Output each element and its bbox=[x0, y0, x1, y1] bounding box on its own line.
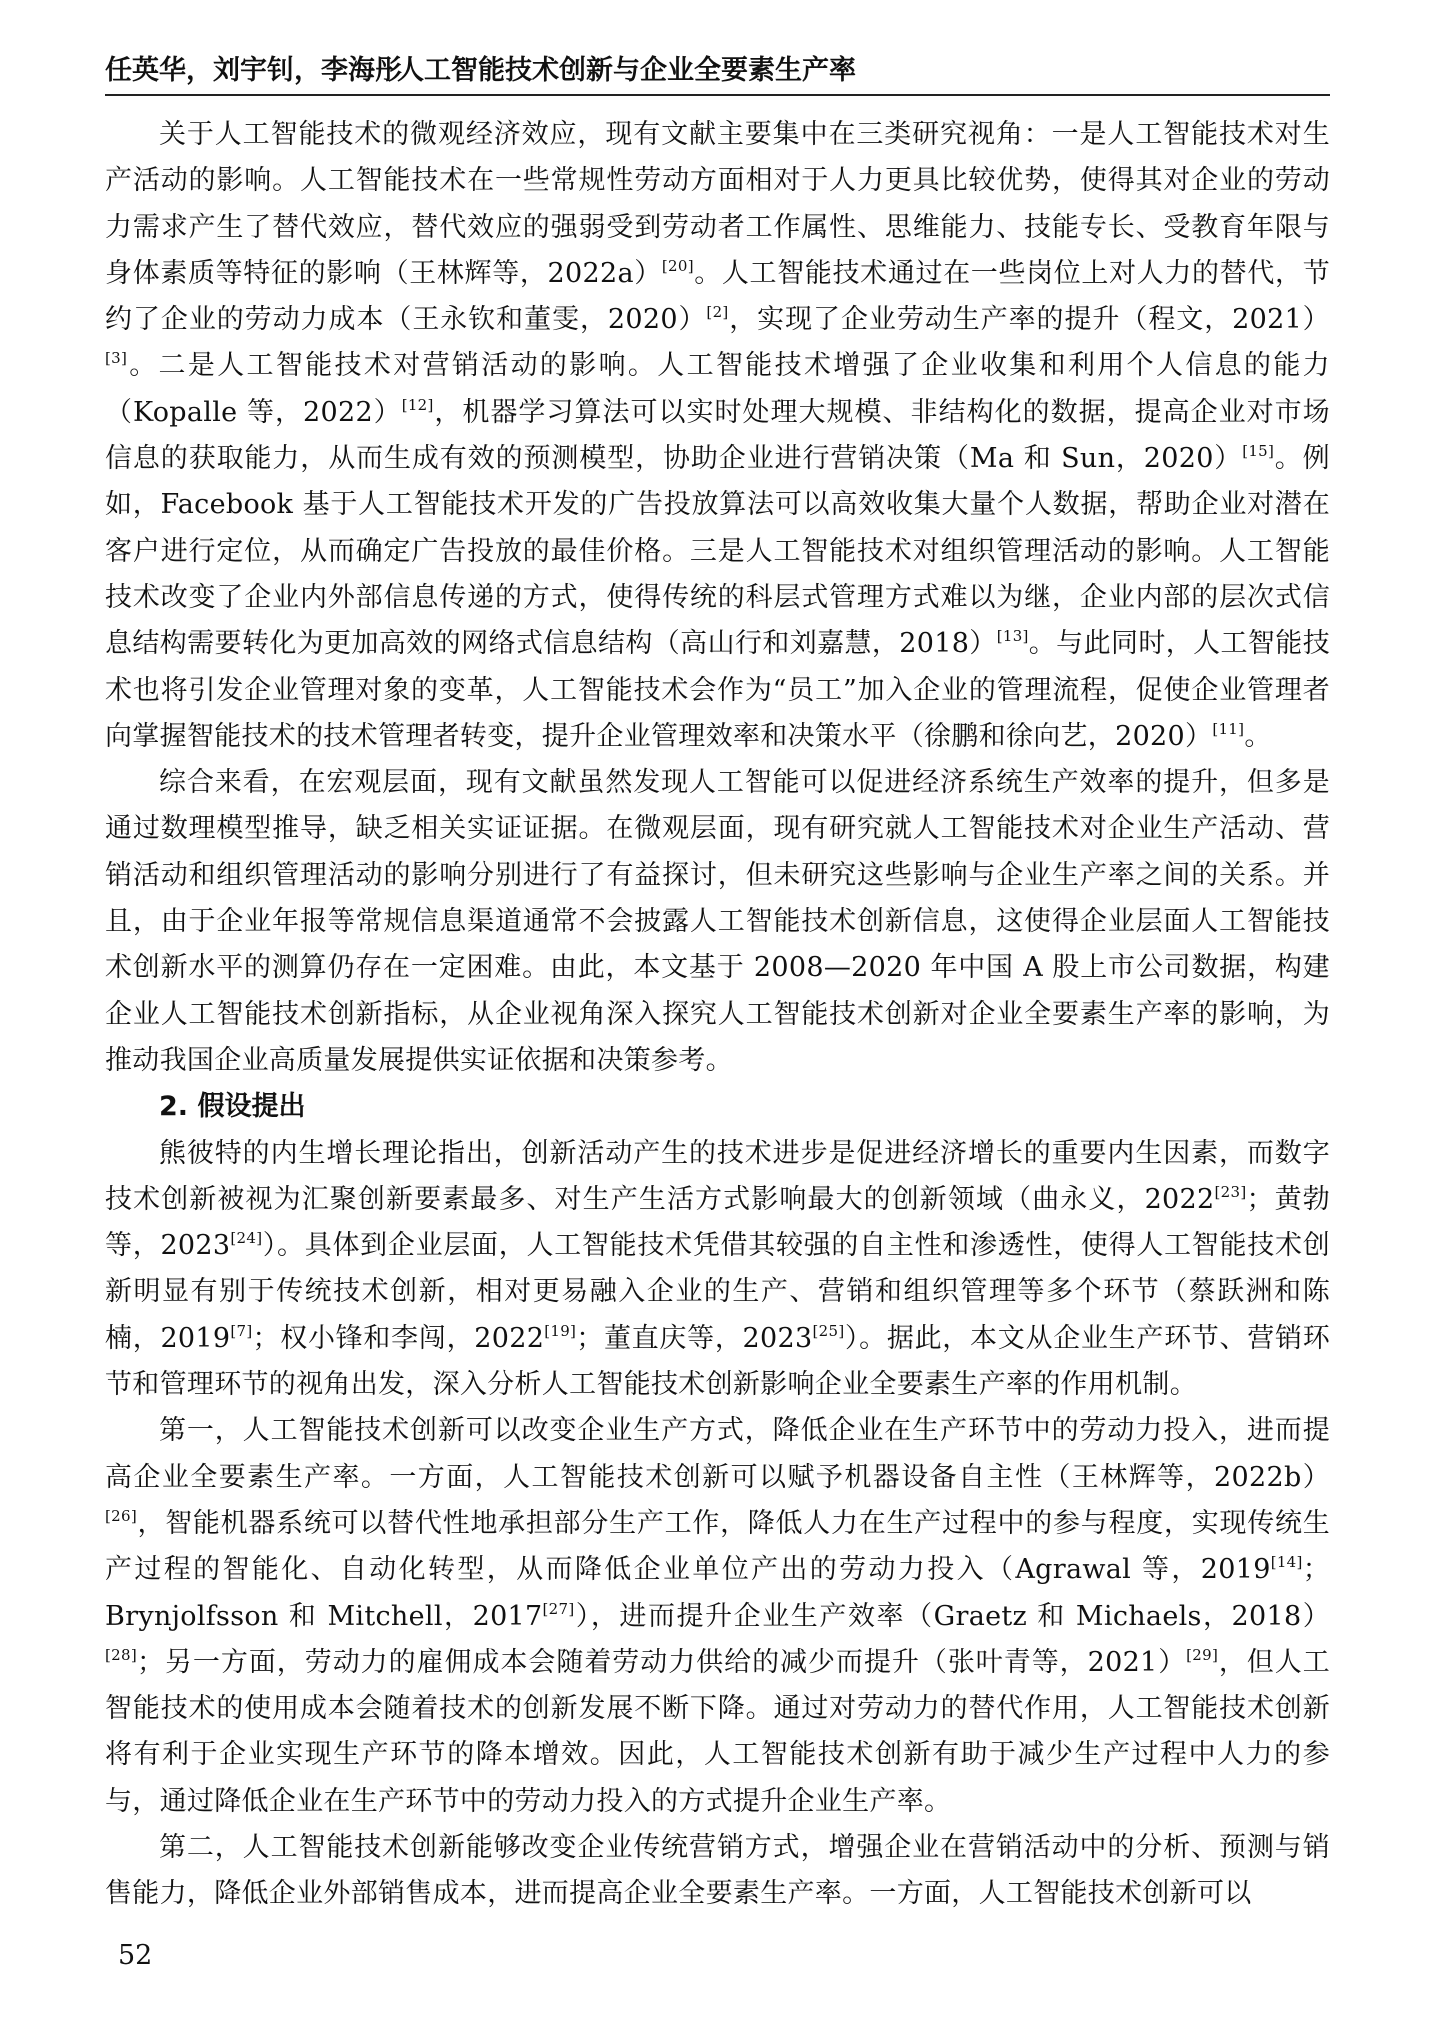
page-number: 52 bbox=[118, 1940, 153, 1971]
paragraph-1: 关于人工智能技术的微观经济效应，现有文献主要集中在三类研究视角：一是人工智能技术对生产活动的影响。人工智能技术在一些常规性劳动方面相对于人力更具比较优势，使得其对企业的劳动力需求产生了替代效应，替代效应的强弱受到劳动者工作属性、思维能力、技能专长、受教育年限与身体素质等特征的影响（王林辉等，2022a）[20]。人工智能技术通过在一些岗位上对人力的替代，节约了企业的劳动力成本（王永钦和董雯，2020）[2]，实现了企业劳动生产率的提升（程文，2021）[3]。二是人工智能技术对营销活动的影响。人工智能技术增强了企业收集和利用个人信息的能力（Kopalle 等，2022）[12]，机器学习算法可以实时处理大规模、非结构化的数据，提高企业对市场信息的获取能力，从而生成有效的预测模型，协助企业进行营销决策（Ma 和 Sun，2020）[15]。例如，Facebook 基于人工智能技术开发的广告投放算法可以高效收集大量个人数据，帮助企业对潜在客户进行定位，从而确定广告投放的最佳价格。三是人工智能技术对组织管理活动的影响。人工智能技术改变了企业内外部信息传递的方式，使得传统的科层式管理方式难以为继，企业内部的层次式信息结构需要转化为更加高效的网络式信息结构（高山行和刘嘉慧，2018）[13]。与此同时，人工智能技术也将引发企业管理对象的变革，人工智能技术会作为“员工”加入企业的管理流程，促使企业管理者向掌握智能技术的技术管理者转变，提升企业管理效率和决策水平（徐鹏和徐向艺，2020）[11]。 bbox=[105, 119, 1330, 752]
header-authors: 任英华，刘宇钊，李海彤 bbox=[105, 55, 402, 86]
paragraph-2: 综合来看，在宏观层面，现有文献虽然发现人工智能可以促进经济系统生产效率的提升，但多是通过数理模型推导，缺乏相关实证证据。在微观层面，现有研究就人工智能技术对企业生产活动、营销活动和组织管理活动的影响分别进行了有益探讨，但未研究这些影响与企业生产率之间的关系。并且，由于企业年报等常规信息渠道通常不会披露人工智能技术创新信息，这使得企业层面人工智能技术创新水平的测算仍存在一定困难。由此，本文基于 2008—2020 年中国 A 股上市公司数据，构建企业人工智能技术创新指标，从企业视角深入探究人工智能技术创新对企业全要素生产率的影响，为推动我国企业高质量发展提供实证依据和决策参考。 bbox=[105, 767, 1330, 1076]
paragraph-4: 第一，人工智能技术创新可以改变企业生产方式，降低企业在生产环节中的劳动力投入，进而提高企业全要素生产率。一方面，人工智能技术创新可以赋予机器设备自主性（王林辉等，2022b）[26]，智能机器系统可以替代性地承担部分生产工作，降低人力在生产过程中的参与程度，实现传统生产过程的智能化、自动化转型，从而降低企业单位产出的劳动力投入（Agrawal 等，2019[14]；Brynjolfsson 和 Mitchell，2017[27]），进而提升企业生产效率（Graetz 和 Michaels，2018）[28]；另一方面，劳动力的雇佣成本会随着劳动力供给的减少而提升（张叶青等，2021）[29]，但人工智能技术的使用成本会随着技术的创新发展不断下降。通过对劳动力的替代作用，人工智能技术创新将有利于企业实现生产环节的降本增效。因此，人工智能技术创新有助于减少生产过程中人力的参与，通过降低企业在生产环节中的劳动力投入的方式提升企业生产率。 bbox=[105, 1415, 1331, 1817]
article-body bbox=[105, 112, 1330, 1918]
paragraph-3: 熊彼特的内生增长理论指出，创新活动产生的技术进步是促进经济增长的重要内生因素，而数字技术创新被视为汇聚创新要素最多、对生产生活方式影响最大的创新领域（曲永义，2022[23]；黄勃等，2023[24]）。具体到企业层面，人工智能技术凭借其较强的自主性和渗透性，使得人工智能技术创新明显有别于传统技术创新，相对更易融入企业的生产、营销和组织管理等多个环节（蔡跃洲和陈楠，2019[7]；权小锋和李闯，2022[19]；董直庆等，2023[25]）。据此，本文从企业生产环节、营销环节和管理环节的视角出发，深入分析人工智能技术创新影响企业全要素生产率的作用机制。 bbox=[105, 1137, 1331, 1401]
paragraph-5: 第二，人工智能技术创新能够改变企业传统营销方式，增强企业在营销活动中的分析、预测与销售能力，降低企业外部销售成本，进而提高企业全要素生产率。一方面，人工智能技术创新可以 bbox=[105, 1831, 1330, 1910]
section-heading: 2. 假设提出 bbox=[159, 1091, 306, 1123]
running-header bbox=[105, 42, 1330, 96]
header-title: 人工智能技术创新与企业全要素生产率 bbox=[397, 55, 856, 86]
